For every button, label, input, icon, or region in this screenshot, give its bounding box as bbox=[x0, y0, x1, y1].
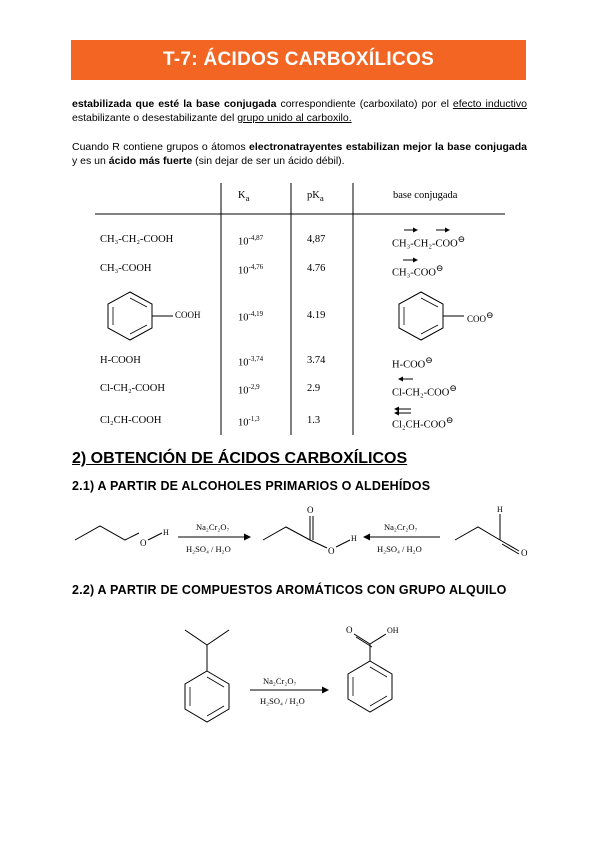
benzene-ring-acid bbox=[100, 288, 175, 343]
ka-value: $10^{-4,76}$ bbox=[238, 263, 264, 277]
base-name: H-COO⊖ bbox=[392, 355, 433, 371]
reagent-oxidant: Na₂Cr₂O₇ bbox=[196, 522, 230, 532]
pka-value: 4,87 bbox=[307, 234, 326, 245]
reagent-oxidant: Na₂Cr₂O₇ bbox=[384, 522, 418, 532]
atom-h: H bbox=[351, 534, 357, 543]
page-title: T-7: ÁCIDOS CARBOXÍLICOS bbox=[71, 40, 526, 80]
reagent-medium: H₂SO₄ / H₂O bbox=[186, 544, 231, 554]
ka-value: $10^{-4,87}$ bbox=[238, 234, 264, 248]
acid-name: Cl₂CH-COOH bbox=[100, 415, 162, 426]
ka-value: $10^{-3,74}$ bbox=[238, 355, 264, 369]
benzene-ring-base bbox=[391, 288, 466, 343]
intro-paragraph-1 bbox=[72, 97, 527, 125]
atom-oh: OH bbox=[387, 626, 399, 635]
atom-o: O bbox=[140, 538, 147, 548]
intro-text: Cuando R contiene grupos o átomos bbox=[72, 141, 250, 153]
ka-value: $10^{-1,3}$ bbox=[238, 415, 260, 429]
acid-name: Cl-CH₂-COOH bbox=[100, 383, 165, 394]
pka-value: 3.74 bbox=[307, 355, 326, 366]
intro-text: estabilizante o desestabilizante del bbox=[72, 112, 238, 124]
reagent-medium: H₂SO₄ / H₂O bbox=[377, 544, 422, 554]
intro-underline: efecto inductivo bbox=[452, 98, 527, 110]
atom-h: H bbox=[497, 505, 503, 514]
intro-paragraph-2 bbox=[72, 140, 527, 168]
atom-o: O bbox=[328, 546, 335, 556]
acid-name: COOH bbox=[175, 310, 201, 320]
atom-o: O bbox=[521, 548, 528, 558]
reagent-medium: H₂SO₄ / H₂O bbox=[260, 696, 305, 706]
base-name: CH₃-CH₂-COO⊖ bbox=[392, 234, 466, 250]
intro-bold: electronatrayentes estabilizan mejor la base conjugada bbox=[249, 141, 528, 153]
pka-value: 4.19 bbox=[307, 310, 326, 321]
atom-o: O bbox=[346, 625, 353, 635]
intro-underline: grupo unido al carboxilo. bbox=[237, 112, 352, 124]
intro-bold: estabilizada que esté la base conjugada bbox=[72, 98, 277, 110]
pka-value: 2.9 bbox=[307, 383, 321, 394]
intro-text: correspondiente (carboxilato) por el bbox=[276, 98, 453, 110]
header-ka: $K_a$ bbox=[238, 190, 250, 204]
pka-value: 4.76 bbox=[307, 263, 326, 274]
intro-bold: ácido más fuerte bbox=[108, 155, 193, 167]
subsection-heading: 2.2) A PARTIR DE COMPUESTOS AROMÁTICOS CON GRUPO ALQUILO bbox=[72, 583, 507, 597]
acid-name: CH₃-CH₂-COOH bbox=[100, 234, 174, 245]
header-pka: $pK_a$ bbox=[307, 190, 324, 204]
base-name: Cl-CH₂-COO⊖ bbox=[392, 383, 457, 399]
header-base-conjugada: base conjugada bbox=[393, 190, 458, 201]
reaction-alkylbenzene bbox=[170, 620, 440, 730]
base-name: COO⊖ bbox=[467, 310, 494, 324]
subsection-heading: 2.1) A PARTIR DE ALCOHOLES PRIMARIOS O ALDEHÍDOS bbox=[72, 479, 431, 493]
acid-name: H-COOH bbox=[100, 355, 141, 366]
ka-value: $10^{-2,9}$ bbox=[238, 383, 260, 397]
intro-text: (sin dejar de ser un ácido débil). bbox=[192, 155, 345, 167]
acidity-table bbox=[95, 183, 510, 438]
atom-o: O bbox=[307, 505, 314, 515]
atom-h: H bbox=[163, 528, 169, 537]
base-name: Cl₂CH-COO⊖ bbox=[392, 415, 454, 431]
section-heading: 2) OBTENCIÓN DE ÁCIDOS CARBOXÍLICOS bbox=[72, 450, 408, 467]
reagent-oxidant: Na₂Cr₂O₇ bbox=[263, 676, 297, 686]
reaction-alcohol-aldehyde bbox=[70, 500, 540, 575]
acid-name: CH₃-COOH bbox=[100, 263, 152, 274]
base-name: CH₃-COO⊖ bbox=[392, 263, 444, 279]
pka-value: 1.3 bbox=[307, 415, 321, 426]
intro-text: y es un bbox=[72, 155, 109, 167]
ka-value: $10^{-4,19}$ bbox=[238, 310, 264, 324]
